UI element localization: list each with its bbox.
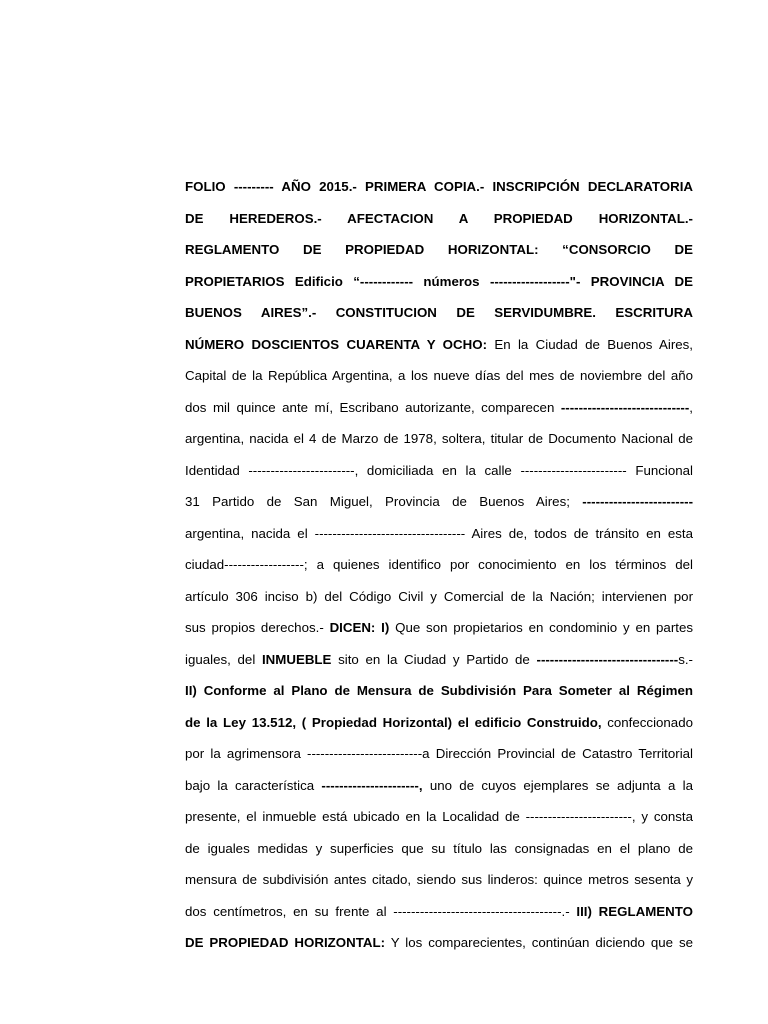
text-line: [185, 171, 693, 203]
text-run: argentina, nacida el 4 de Marzo de 1978, soltera, titular de Documento Nacional de: [185, 431, 693, 446]
bold-text-run: FOLIO --------- AÑO 2015.- PRIMERA COPIA.- INSCRIPCIÓN DECLARATORIA: [185, 179, 693, 194]
bold-text-run: --------------------------------: [536, 651, 679, 667]
text-run: por la agrimensora --------------------------a Dirección Provincial de Catastro Territorial: [185, 746, 693, 761]
bold-text-run: BUENOS AIRES”.- CONSTITUCION DE SERVIDUMBRE. ESCRITURA: [185, 305, 693, 320]
text-line: [185, 738, 693, 770]
bold-text-run: INMUEBLE: [261, 651, 332, 667]
text-line: [185, 644, 693, 676]
bold-text-run: PROPIETARIOS Edificio “------------ números ------------------"- PROVINCIA DE: [185, 273, 693, 289]
text-run: de iguales medidas y superficies que su título las consignadas en el plano de: [185, 840, 693, 856]
text-line: [185, 581, 693, 613]
text-line: [185, 770, 693, 802]
text-line: [185, 549, 693, 581]
text-run: s.-: [678, 651, 693, 667]
bold-text-run: -----------------------------: [560, 399, 690, 415]
text-line: [185, 675, 693, 707]
text-line: [185, 801, 693, 833]
text-run: sus propios derechos.-: [185, 620, 330, 635]
text-line: [185, 392, 693, 424]
text-line: [185, 927, 693, 959]
bold-text-run: NÚMERO DOSCIENTOS CUARENTA Y OCHO:: [185, 336, 488, 352]
bold-text-run: DE HEREDEROS.- AFECTACION A PROPIEDAD HORIZONTAL.-: [185, 210, 693, 226]
text-line: [185, 266, 693, 298]
text-line: [185, 833, 693, 865]
text-line: [185, 423, 693, 455]
bold-text-run: DE PROPIEDAD HORIZONTAL:: [185, 935, 386, 950]
text-run: confeccionado: [601, 714, 693, 730]
text-line: [185, 234, 693, 266]
bold-text-run: REGLAMENTO DE PROPIEDAD HORIZONTAL: “CONSORCIO DE: [185, 242, 693, 257]
text-line: [185, 329, 693, 361]
text-line: [185, 896, 693, 928]
text-line: [185, 864, 693, 896]
text-run: presente, el inmueble está ubicado en la Localidad de ------------------------, y consta: [185, 809, 693, 824]
text-line: [185, 297, 693, 329]
bold-text-run: DICEN: I): [329, 620, 390, 635]
text-run: En la Ciudad de Buenos Aires,: [487, 336, 693, 352]
bold-text-run: III) REGLAMENTO: [576, 903, 693, 919]
bold-text-run: II) Conforme al Plano de Mensura de Subdivisión Para Someter al Régimen: [185, 683, 693, 698]
text-run: mensura de subdivisión antes citado, siendo sus linderos: quince metros sesenta y: [185, 872, 693, 887]
text-line: [185, 518, 693, 550]
text-run: bajo la característica: [185, 777, 322, 793]
text-run: ciudad------------------; a quienes identifico por conocimiento en los términos del: [185, 557, 693, 572]
text-run: sito en la Ciudad y Partido de: [331, 651, 537, 667]
text-line: [185, 455, 693, 487]
bold-text-run: -------------------------: [582, 494, 693, 509]
text-line: [185, 486, 693, 518]
text-run: iguales, del: [185, 651, 262, 667]
text-run: argentina, nacida el ---------------------------------- Aires de, todos de tránsito en esta: [185, 525, 693, 541]
text-run: Y los comparecientes, continúan diciendo que se: [385, 935, 693, 950]
text-run: Capital de la República Argentina, a los nueve días del mes de noviembre del año: [185, 368, 693, 383]
text-run: dos centímetros, en su frente al --------------------------------------.-: [185, 903, 577, 919]
text-line: [185, 203, 693, 235]
text-run: Identidad ------------------------, domiciliada en la calle ------------------------ Funcional: [185, 462, 693, 478]
text-run: Que son propietarios en condominio y en partes: [389, 620, 693, 635]
text-run: 31 Partido de San Miguel, Provincia de Buenos Aires;: [185, 494, 583, 509]
text-run: uno de cuyos ejemplares se adjunta a la: [422, 777, 693, 793]
deed-text-body: [185, 171, 693, 959]
text-run: ,: [689, 399, 693, 415]
text-run: artículo 306 inciso b) del Código Civil y Comercial de la Nación; intervienen por: [185, 588, 693, 604]
bold-text-run: ----------------------,: [321, 777, 423, 793]
text-line: [185, 707, 693, 739]
text-line: [185, 612, 693, 644]
text-run: dos mil quince ante mí, Escribano autorizante, comparecen: [185, 399, 561, 415]
bold-text-run: de la Ley 13.512, ( Propiedad Horizontal) el edificio Construido,: [185, 714, 602, 730]
text-line: [185, 360, 693, 392]
